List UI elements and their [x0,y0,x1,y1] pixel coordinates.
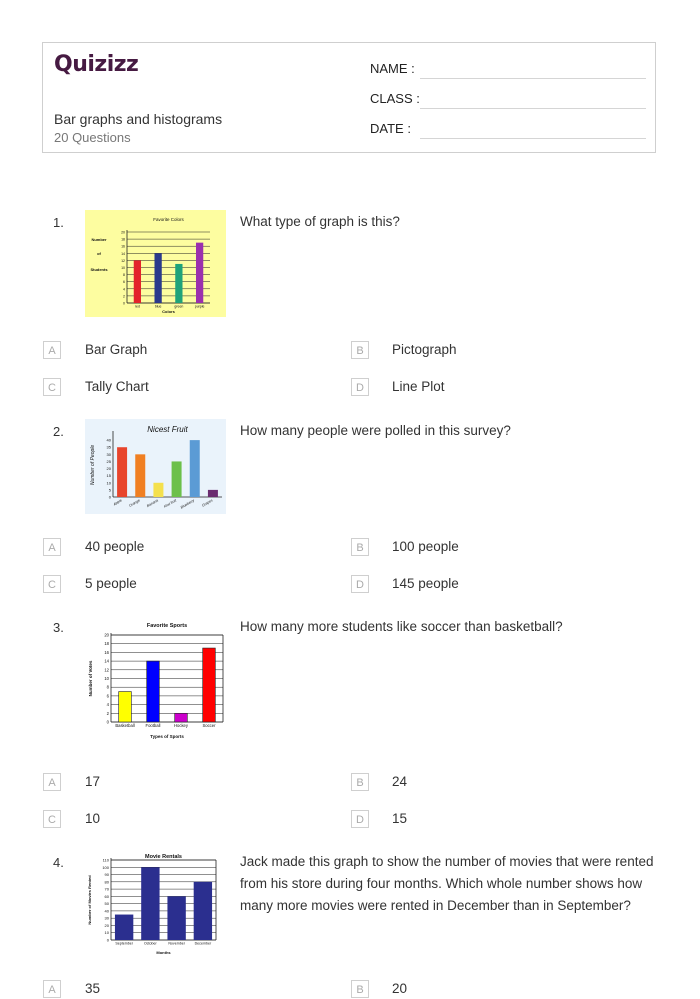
option-a-text[interactable]: 17 [85,774,101,789]
y-tick-label: 15 [106,473,111,479]
y-tick-label: 4 [123,287,125,292]
question-number: 4. [53,855,64,870]
y-axis-label: Number [91,237,107,242]
option-b-text[interactable]: 20 [392,981,408,996]
x-category-label: blue [154,304,162,309]
question-text: Jack made this graph to show the number of movies that were rented from his store during four months. Which whole number shows how many more movies were rented in December than in September? [240,854,654,913]
option-b-text[interactable]: 100 people [392,539,459,554]
option-c-letter: C [43,810,61,828]
chart-title: Favorite Sports [146,623,188,629]
y-tick-label: 80 [104,879,109,885]
y-tick-label: 25 [106,458,111,464]
worksheet-title: Bar graphs and histograms [54,111,223,127]
option-c-letter: C [43,575,61,593]
option-b-letter: B [351,980,369,998]
option-a-letter: A [43,538,61,556]
y-tick-label: 14 [104,658,109,664]
bar-hockey [175,713,188,722]
option-b-letter: B [351,773,369,791]
y-tick-label: 16 [121,244,125,249]
option-b-text[interactable]: Pictograph [392,342,457,357]
option-c-text[interactable]: 10 [85,811,101,826]
chart-title: Favorite Colors [153,217,184,222]
y-tick-label: 20 [106,466,111,472]
chart-title: Movie Rentals [145,854,182,860]
y-tick-label: 20 [104,922,109,928]
bar-green [175,264,182,303]
y-tick-label: 70 [104,886,109,892]
y-tick-label: 10 [104,930,109,936]
bar-november [167,896,185,940]
y-tick-label: 2 [123,294,125,299]
y-tick-label: 10 [121,266,125,270]
date-label: DATE : [370,121,411,136]
question-text: What type of graph is this? [240,214,400,229]
y-tick-label: 30 [104,915,109,921]
x-category-label: Basketball [115,723,135,729]
question-number: 2. [53,424,64,439]
y-tick-label: 4 [106,702,109,708]
option-b-letter: B [351,341,369,359]
x-category-label: Kiwi fruit [163,498,178,509]
bar-basketball [119,692,132,722]
x-category-label: Football [145,723,161,729]
option-d-text[interactable]: 145 people [392,576,459,591]
bar-grapes [208,490,218,497]
movie-rentals-chart [85,850,220,958]
option-c-letter: C [43,378,61,396]
nicest-fruit-chart [85,419,226,514]
option-a-letter: A [43,980,61,998]
question-text: How many more students like soccer than basketball? [240,619,563,634]
chart-image-favorite-sports [85,618,230,743]
x-category-label: Banana [146,498,159,509]
bar-soccer [203,648,216,722]
y-tick-label: 60 [104,893,109,899]
option-c-text[interactable]: 5 people [85,576,137,591]
y-tick-label: 50 [104,901,109,907]
option-d-text[interactable]: Line Plot [392,379,445,394]
bar-purple [196,243,203,303]
y-tick-label: 20 [104,632,109,638]
x-category-label: October [143,941,157,946]
option-a-text[interactable]: 40 people [85,539,145,554]
y-tick-label: 0 [123,301,125,306]
date-line [420,138,646,139]
name-line [420,78,646,79]
quizizz-logo: Quizizz [54,52,139,77]
y-axis-label: of [97,251,101,256]
option-a-letter: A [43,773,61,791]
y-tick-label: 12 [104,667,109,673]
favorite-colors-chart [85,210,226,317]
x-category-label: November [168,941,185,946]
bar-red [134,260,141,303]
y-tick-label: 5 [108,487,111,493]
bar-kiwi-fruit [172,461,182,497]
y-tick-label: 18 [121,237,125,242]
y-tick-label: 100 [102,864,109,870]
y-tick-label: 8 [123,273,125,278]
y-axis-label: Students [90,267,108,272]
y-tick-label: 35 [106,444,111,450]
option-d-letter: D [351,575,369,593]
y-tick-label: 110 [102,857,109,863]
bar-banana [153,483,163,497]
option-c-text[interactable]: Tally Chart [85,379,149,394]
y-tick-label: 18 [104,641,109,647]
y-tick-label: 40 [104,908,109,914]
x-category-label: Hockey [174,723,188,729]
y-tick-label: 10 [106,480,111,486]
option-b-text[interactable]: 24 [392,774,408,789]
class-label: CLASS : [370,91,420,106]
y-tick-label: 20 [121,230,125,235]
x-axis-label: Types of Sports [150,734,184,739]
bar-september [115,915,133,940]
x-category-label: Orange [128,498,141,508]
name-label: NAME : [370,61,415,76]
x-category-label: purple [194,304,205,309]
x-category-label: Soccer [202,723,216,729]
y-axis-label: Number of Movies Rented [87,875,92,925]
worksheet-header [42,42,656,153]
x-category-label: Grapes [201,498,214,508]
bar-december [194,882,212,940]
y-tick-label: 12 [121,258,125,263]
question-number: 3. [53,620,64,635]
bar-football [147,661,160,722]
x-category-label: Blueberry [179,498,196,510]
y-tick-label: 10 [104,676,109,681]
option-b-letter: B [351,538,369,556]
y-tick-label: 2 [106,710,109,716]
y-tick-label: 0 [106,937,109,943]
bar-orange [135,454,145,497]
option-d-letter: D [351,378,369,396]
question-count: 20 Questions [54,130,131,145]
x-category-label: green [174,304,184,309]
chart-image-movie-rentals [85,850,220,958]
y-tick-label: 90 [104,872,109,878]
chart-image-nicest-fruit [85,419,226,514]
x-category-label: December [194,941,212,946]
y-tick-label: 6 [106,693,109,699]
option-a-letter: A [43,341,61,359]
y-tick-label: 0 [108,494,111,500]
bar-blue [154,253,161,303]
y-tick-label: 6 [123,280,125,285]
bar-blueberry [190,440,200,497]
y-tick-label: 16 [104,649,109,655]
y-tick-label: 8 [106,684,109,690]
y-axis-label: Number of People [90,444,96,486]
x-category-label: September [115,941,133,946]
option-a-text[interactable]: 35 [85,981,101,996]
option-d-letter: D [351,810,369,828]
x-axis-label: Colors [162,309,175,314]
x-axis-label: Months [156,950,171,955]
bar-october [141,867,159,940]
y-axis-label: Number of Votes [88,660,93,697]
y-tick-label: 40 [106,437,111,443]
y-tick-label: 14 [121,251,125,256]
question-number: 1. [53,215,64,230]
bar-apple [117,447,127,497]
x-category-label: red [134,304,140,309]
option-d-text[interactable]: 15 [392,811,408,826]
class-line [420,108,646,109]
chart-image-favorite-colors [85,210,226,317]
y-tick-label: 30 [106,451,111,457]
question-text: How many people were polled in this survey? [240,423,511,438]
chart-title: Nicest Fruit [147,425,188,434]
favorite-sports-chart [85,618,230,743]
x-category-label: Apple [112,498,123,507]
y-tick-label: 0 [106,719,109,725]
option-a-text[interactable]: Bar Graph [85,342,148,357]
